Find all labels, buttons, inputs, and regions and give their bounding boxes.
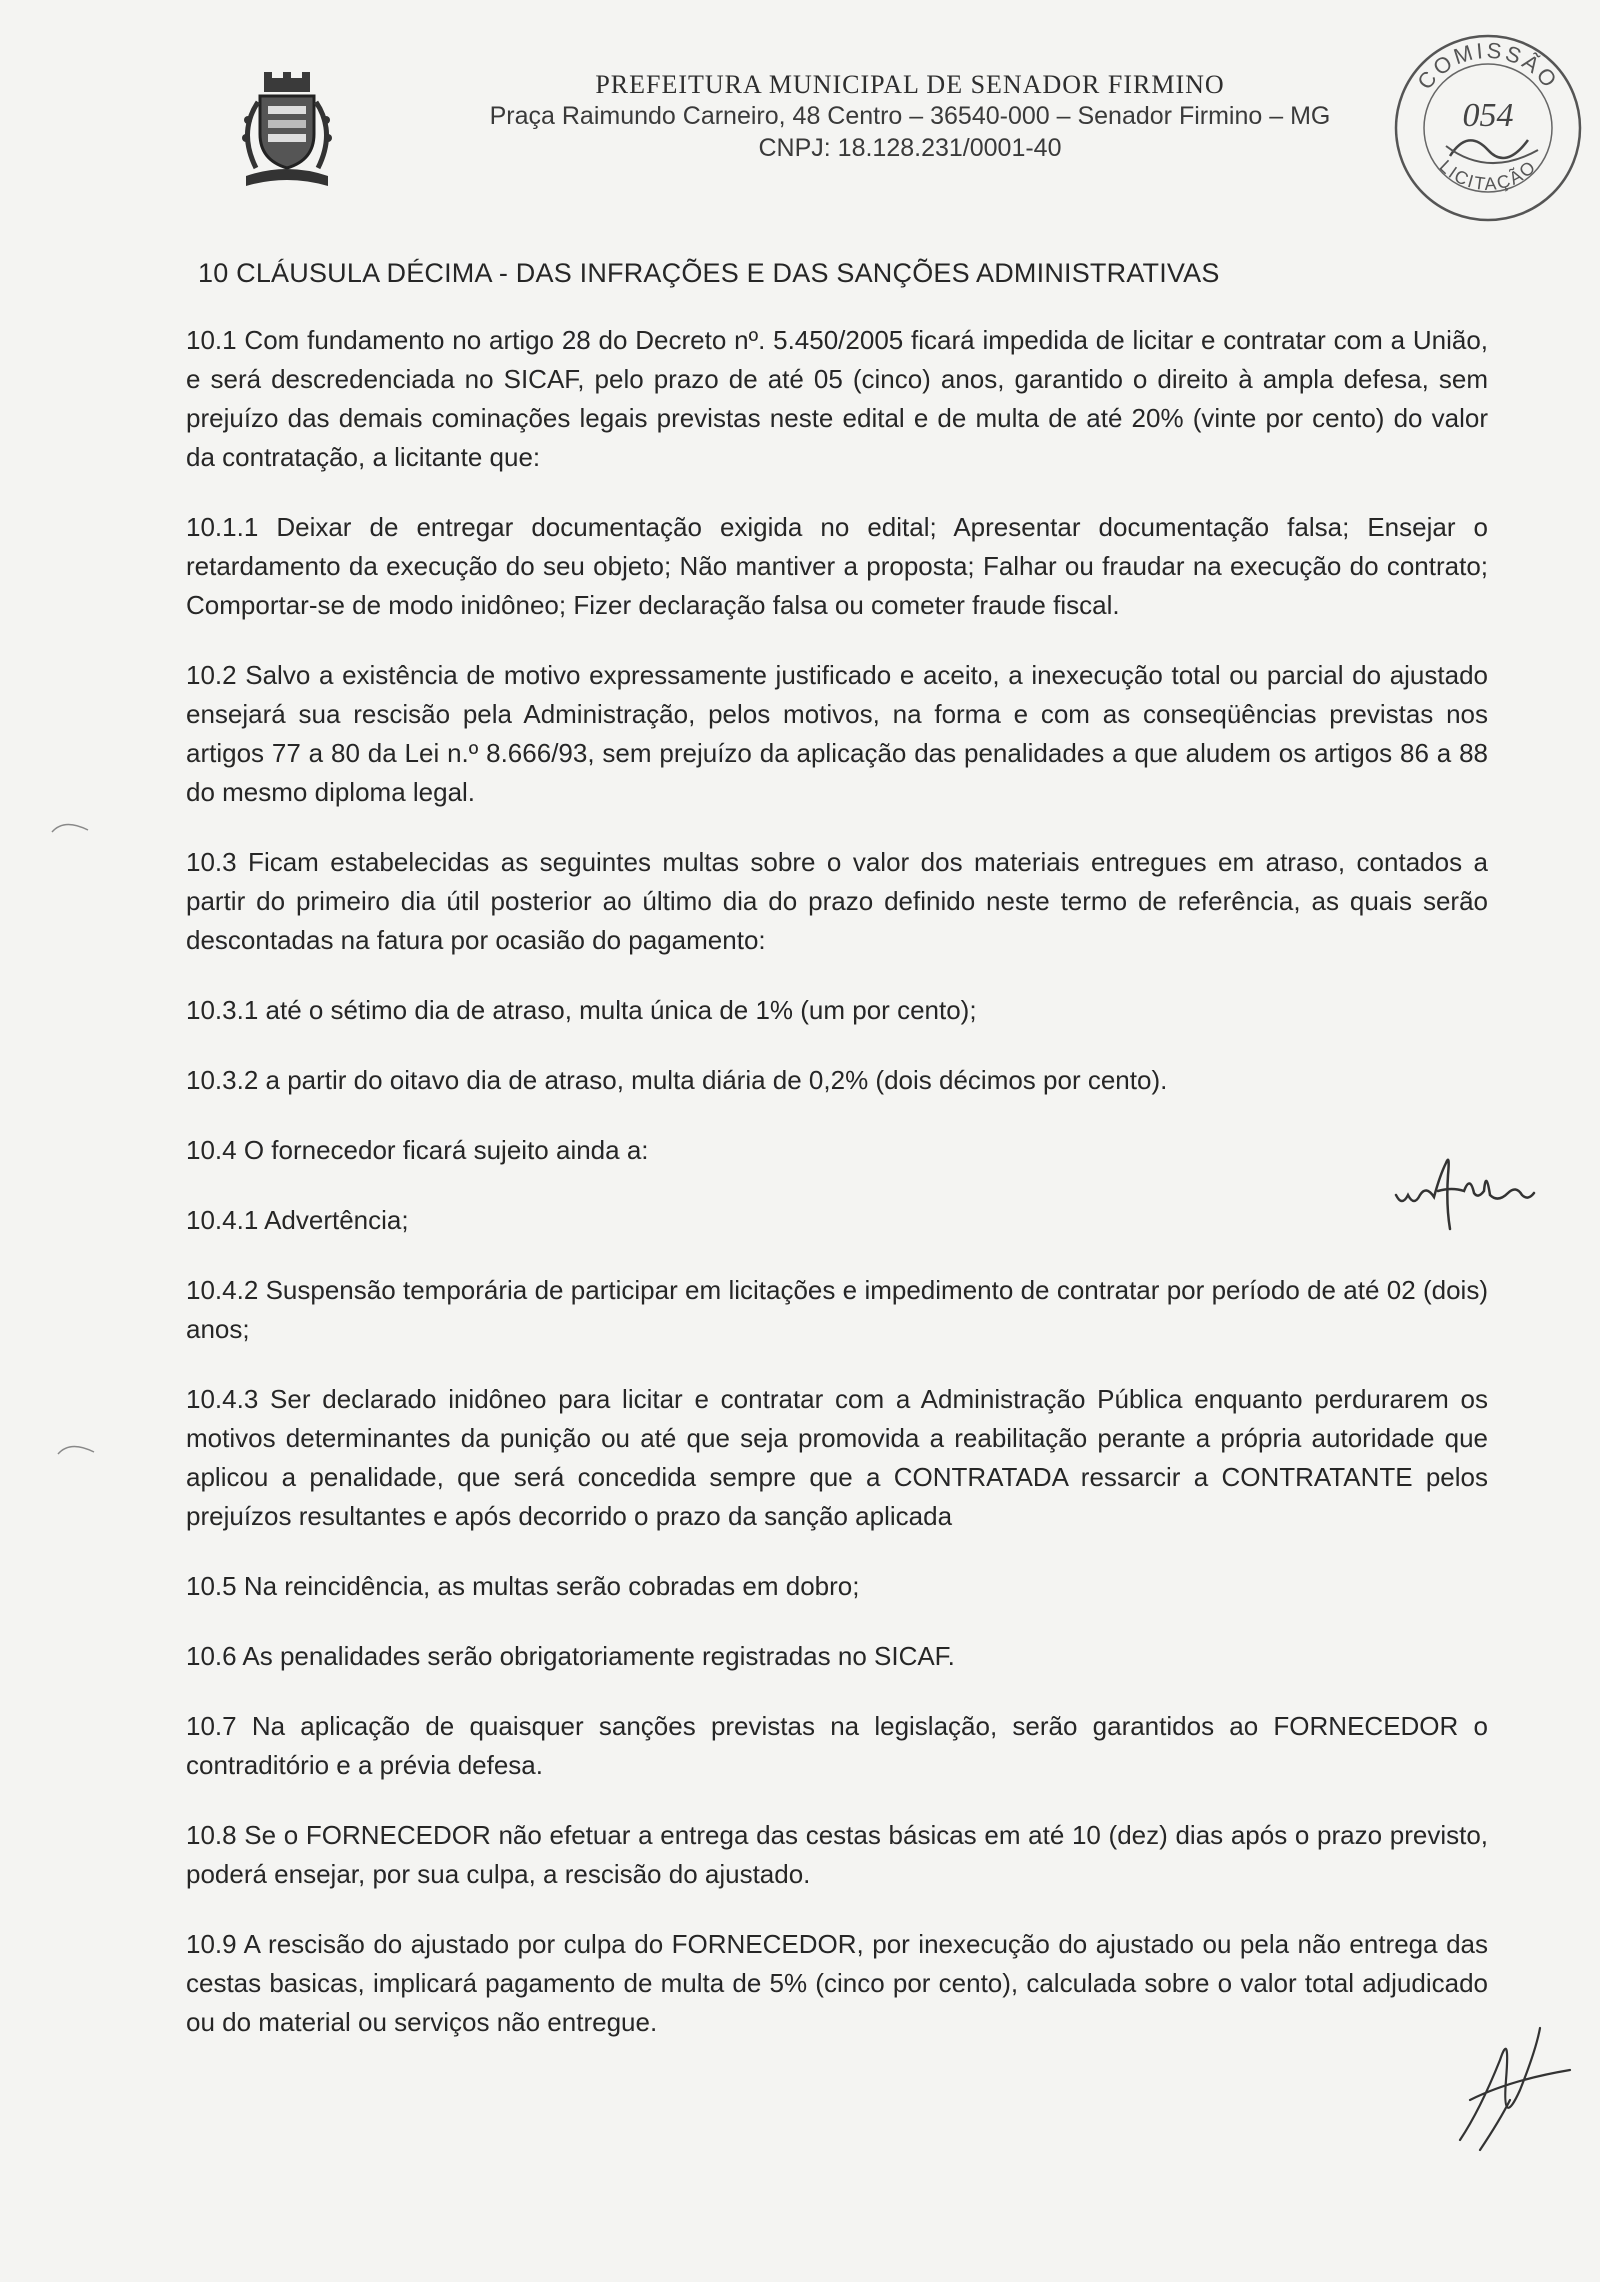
svg-text:LICITAÇÃO [1436, 156, 1541, 194]
letterhead [420, 70, 1400, 164]
svg-text:COMISSÃO [1412, 38, 1563, 95]
handwritten-signature [1390, 1145, 1540, 1235]
margin-mark [56, 1438, 96, 1456]
paragraph-10-7: 10.7 Na aplicação de quaisquer sanções previstas na legislação, serão garantidos ao FORNECEDOR o contraditório e a prévia defesa. [186, 1711, 1488, 1780]
clause-body [186, 255, 1488, 2073]
paragraph-10-4: 10.4 O fornecedor ficará sujeito ainda a: [186, 1135, 649, 1165]
org-name: PREFEITURA MUNICIPAL DE SENADOR FIRMINO [595, 70, 1225, 99]
org-address: Praça Raimundo Carneiro, 48 Centro – 36540-000 – Senador Firmino – MG [489, 102, 1331, 130]
paragraph-10-1-1: 10.1.1 Deixar de entregar documentação exigida no edital; Apresentar documentação falsa; Ensejar o retardamento da execução do seu objeto; Não mantiver a proposta; Falhar ou fraudar na execução do contrato; Comportar-se de modo inidôneo; Fizer declaração falsa ou cometer fraude fiscal. [186, 512, 1488, 620]
stamp-top-text: COMISSÃO [1412, 37, 1564, 95]
paragraph-10-5: 10.5 Na reincidência, as multas serão cobradas em dobro; [186, 1571, 860, 1601]
paragraph-10-4-1: 10.4.1 Advertência; [186, 1205, 409, 1235]
paragraph-10-3-1: 10.3.1 até o sétimo dia de atraso, multa única de 1% (um por cento); [186, 995, 977, 1025]
org-cnpj: CNPJ: 18.128.231/0001-40 [758, 134, 1062, 162]
municipal-crest-icon [232, 72, 342, 192]
handwritten-rubric [1440, 2020, 1580, 2160]
stamp-number: 054 [1462, 97, 1514, 134]
paragraph-10-2: 10.2 Salvo a existência de motivo expressamente justificado e aceito, a inexecução total ou parcial do ajustado ensejará sua rescisão pela Administração, pelos motivos, na forma e com as conseqüências previstas nos artigos 77 a 80 da Lei n.º 8.666/93, sem prejuízo da aplicação das penalidades a que aludem os artigos 86 a 88 do mesmo diploma legal. [186, 660, 1488, 807]
paragraph-10-3-2: 10.3.2 a partir do oitavo dia de atraso, multa diária de 0,2% (dois décimos por cento). [186, 1065, 1168, 1095]
paragraph-10-1: 10.1 Com fundamento no artigo 28 do Decreto nº. 5.450/2005 ficará impedida de licitar e contratar com a União, e será descredenciada no SICAF, pelo prazo de até 05 (cinco) anos, garantido o direito à ampla defesa, sem prejuízo das demais cominações legais previstas neste edital e de multa de até 20% (vinte por cento) do valor da contratação, a licitante que: [186, 325, 1488, 472]
stamp-bottom-text: LICITAÇÃO [1435, 155, 1541, 195]
paragraph-10-8: 10.8 Se o FORNECEDOR não efetuar a entrega das cestas básicas em até 10 (dez) dias após o prazo previsto, poderá ensejar, por sua culpa, a rescisão do ajustado. [186, 1820, 1488, 1889]
paragraph-10-4-3: 10.4.3 Ser declarado inidôneo para licitar e contratar com a Administração Pública enquanto perdurarem os motivos determinantes da punição ou até que seja promovida a reabilitação perante a própria autoridade que aplicou a penalidade, que será concedida sempre que a CONTRATADA ressarcir a CONTRATANTE pelos prejuízos resultantes e após decorrido o prazo da sanção aplicada [186, 1384, 1488, 1531]
paragraph-10-4-2: 10.4.2 Suspensão temporária de participar em licitações e impedimento de contratar por período de até 02 (dois) anos; [186, 1275, 1488, 1344]
clause-title: 10 CLÁUSULA DÉCIMA - DAS INFRAÇÕES E DAS SANÇÕES ADMINISTRATIVAS [198, 258, 1220, 288]
paragraph-10-3: 10.3 Ficam estabelecidas as seguintes multas sobre o valor dos materiais entregues em atraso, contados a partir do primeiro dia útil posterior ao último dia do prazo definido neste termo de referência, as quais serão descontadas na fatura por ocasião do pagamento: [186, 847, 1488, 955]
paragraph-10-6: 10.6 As penalidades serão obrigatoriamente registradas no SICAF. [186, 1641, 955, 1671]
paragraph-10-9: 10.9 A rescisão do ajustado por culpa do FORNECEDOR, por inexecução do ajustado ou pela não entrega das cestas basicas, implicará pagamento de multa de 5% (cinco por cento), calculada sobre o valor total adjudicado ou do material ou serviços não entregue. [186, 1929, 1488, 2037]
commission-stamp [1388, 28, 1588, 228]
margin-mark [50, 816, 90, 834]
